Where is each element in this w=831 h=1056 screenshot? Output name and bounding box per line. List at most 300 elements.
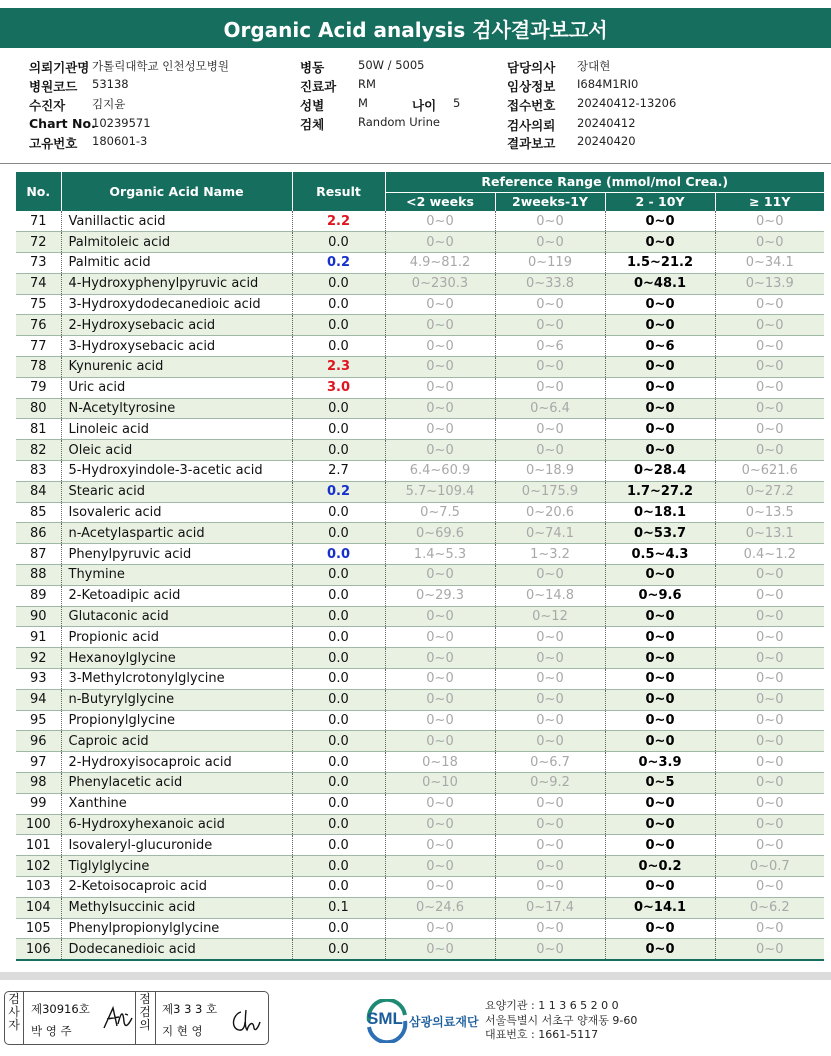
range-child: 0.5~4.3 — [605, 544, 715, 565]
range-neonate: 0~0 — [385, 731, 495, 752]
row-no: 97 — [16, 752, 61, 773]
acid-name: 2-Hydroxysebacic acid — [61, 315, 292, 336]
acid-name: Thymine — [61, 565, 292, 586]
range-adolescent: 0~13.9 — [715, 273, 824, 294]
result-text: 0.0 — [328, 588, 349, 604]
table-row — [16, 856, 824, 877]
range-adolescent: 0~0 — [715, 232, 824, 253]
range-infant: 0~0 — [495, 377, 605, 398]
table-row — [16, 752, 824, 773]
results-table — [16, 172, 824, 961]
result-value — [292, 731, 385, 752]
range-adolescent: 0~621.6 — [715, 461, 824, 482]
result-value — [292, 793, 385, 814]
acid-name: Stearic acid — [61, 481, 292, 502]
range-infant: 0~0 — [495, 710, 605, 731]
range-adolescent: 0~0 — [715, 835, 824, 856]
range-infant: 0~0 — [495, 918, 605, 939]
range-adolescent: 0~0 — [715, 689, 824, 710]
range-infant: 0~6 — [495, 336, 605, 357]
range-adolescent: 0~13.5 — [715, 502, 824, 523]
ward-value: 50W / 5005 — [358, 58, 425, 72]
range-neonate: 0~230.3 — [385, 273, 495, 294]
unique-no-label: 고유번호 — [29, 136, 78, 151]
range-neonate: 6.4~60.9 — [385, 461, 495, 482]
row-no: 99 — [16, 793, 61, 814]
range-child: 0~5 — [605, 773, 715, 794]
range-adolescent: 0~0 — [715, 918, 824, 939]
range-child: 0~0 — [605, 377, 715, 398]
range-infant: 0~0 — [495, 211, 605, 232]
range-adolescent: 0.4~1.2 — [715, 544, 824, 565]
header-range-adolescent: ≥ 11Y — [715, 192, 824, 211]
row-no: 71 — [16, 211, 61, 232]
range-neonate: 0~0 — [385, 689, 495, 710]
sex-label: 성별 — [300, 98, 325, 113]
acid-name: n-Butyrylglycine — [61, 689, 292, 710]
result-value — [292, 523, 385, 544]
acid-name: Propionylglycine — [61, 710, 292, 731]
acid-name: Vanillactic acid — [61, 211, 292, 232]
row-no: 89 — [16, 585, 61, 606]
clinical-info-label: 임상정보 — [507, 79, 556, 94]
result-value — [292, 232, 385, 253]
range-infant: 0~0 — [495, 232, 605, 253]
signature-box — [4, 991, 269, 1045]
range-infant: 0~0 — [495, 856, 605, 877]
result-text: 0.0 — [328, 609, 349, 625]
range-neonate: 0~0 — [385, 648, 495, 669]
range-adolescent: 0~0 — [715, 294, 824, 315]
result-text: 0.0 — [328, 276, 349, 292]
range-child: 0~0 — [605, 710, 715, 731]
acid-name: 2-Ketoisocaproic acid — [61, 877, 292, 898]
range-infant: 0~0 — [495, 939, 605, 960]
range-infant: 0~0 — [495, 731, 605, 752]
result-value — [292, 606, 385, 627]
range-infant: 0~33.8 — [495, 273, 605, 294]
logo-text: SML — [367, 1009, 403, 1028]
org-info — [485, 999, 637, 1043]
row-no: 104 — [16, 897, 61, 918]
range-adolescent: 0~0 — [715, 648, 824, 669]
table-row — [16, 793, 824, 814]
report-date-label: 결과보고 — [507, 136, 556, 151]
sex-value: M — [358, 96, 368, 110]
result-value — [292, 918, 385, 939]
table-row — [16, 336, 824, 357]
ordering-institution-label: 의뢰기관명 — [29, 60, 90, 75]
table-row — [16, 565, 824, 586]
result-text: 0.0 — [326, 546, 351, 562]
result-value — [292, 253, 385, 274]
result-value — [292, 357, 385, 378]
sig-divider — [23, 992, 24, 1044]
table-row — [16, 523, 824, 544]
range-child: 0~48.1 — [605, 273, 715, 294]
range-infant: 0~6.7 — [495, 752, 605, 773]
result-text: 0.2 — [326, 255, 351, 271]
range-neonate: 0~0 — [385, 627, 495, 648]
range-child: 0~0 — [605, 627, 715, 648]
range-child: 0~9.6 — [605, 585, 715, 606]
acid-name: Kynurenic acid — [61, 357, 292, 378]
table-row — [16, 211, 824, 232]
result-value — [292, 377, 385, 398]
row-no: 92 — [16, 648, 61, 669]
table-row — [16, 377, 824, 398]
result-text: 0.0 — [328, 401, 349, 417]
range-neonate: 0~18 — [385, 752, 495, 773]
receipt-no-label: 접수번호 — [507, 98, 556, 113]
table-row — [16, 689, 824, 710]
result-text: 0.0 — [328, 796, 349, 812]
range-infant: 0~17.4 — [495, 897, 605, 918]
range-neonate: 0~0 — [385, 315, 495, 336]
chart-no-label: Chart No. — [29, 116, 96, 131]
table-row — [16, 294, 824, 315]
result-value — [292, 710, 385, 731]
table-row — [16, 544, 824, 565]
acid-name: 3-Hydroxysebacic acid — [61, 336, 292, 357]
range-neonate: 0~0 — [385, 357, 495, 378]
row-no: 98 — [16, 773, 61, 794]
result-value — [292, 565, 385, 586]
range-child: 0~0 — [605, 814, 715, 835]
row-no: 100 — [16, 814, 61, 835]
result-text: 0.0 — [328, 442, 349, 458]
range-adolescent: 0~0 — [715, 731, 824, 752]
range-infant: 0~0 — [495, 835, 605, 856]
physician-label: 담당의사 — [507, 60, 556, 75]
range-neonate: 0~0 — [385, 793, 495, 814]
range-child: 0~6 — [605, 336, 715, 357]
range-neonate: 0~0 — [385, 918, 495, 939]
result-value — [292, 773, 385, 794]
range-child: 0~0 — [605, 606, 715, 627]
range-child: 0~0 — [605, 419, 715, 440]
result-value — [292, 502, 385, 523]
range-adolescent: 0~0 — [715, 814, 824, 835]
range-infant: 0~0 — [495, 793, 605, 814]
range-neonate: 0~10 — [385, 773, 495, 794]
range-child: 0~0 — [605, 731, 715, 752]
report-date-value: 20240420 — [577, 134, 636, 148]
result-text: 0.0 — [328, 941, 349, 957]
row-no: 91 — [16, 627, 61, 648]
patient-value: 김지윤 — [92, 97, 126, 111]
result-value — [292, 398, 385, 419]
result-text: 0.0 — [328, 713, 349, 729]
result-text: 0.0 — [328, 629, 349, 645]
result-text: 0.0 — [328, 567, 349, 583]
result-text: 0.2 — [326, 484, 351, 500]
range-child: 0~0 — [605, 918, 715, 939]
range-adolescent: 0~34.1 — [715, 253, 824, 274]
acid-name: Phenylpropionylglycine — [61, 918, 292, 939]
range-child: 0~53.7 — [605, 523, 715, 544]
range-child: 0~0 — [605, 877, 715, 898]
result-value — [292, 689, 385, 710]
range-infant: 0~175.9 — [495, 481, 605, 502]
result-text: 0.0 — [328, 817, 349, 832]
range-adolescent: 0~0 — [715, 211, 824, 232]
age-label: 나이 — [412, 98, 437, 113]
hospital-code-value: 53138 — [92, 77, 129, 91]
range-child: 0~0 — [605, 793, 715, 814]
range-child: 0~0 — [605, 440, 715, 461]
result-value — [292, 419, 385, 440]
range-neonate: 0~0 — [385, 606, 495, 627]
result-value — [292, 939, 385, 960]
result-value — [292, 481, 385, 502]
row-no: 105 — [16, 918, 61, 939]
table-row — [16, 710, 824, 731]
result-text: 0.0 — [328, 671, 349, 687]
org-address: 서울특별시 서초구 양재동 9-60 — [485, 1013, 638, 1027]
acid-name: Isovaleryl-glucuronide — [61, 835, 292, 856]
row-no: 82 — [16, 440, 61, 461]
range-infant: 0~0 — [495, 648, 605, 669]
row-no: 81 — [16, 419, 61, 440]
table-row — [16, 773, 824, 794]
row-no: 87 — [16, 544, 61, 565]
department-label: 진료과 — [300, 79, 337, 94]
range-child: 0~0 — [605, 689, 715, 710]
acid-name: Hexanoylglycine — [61, 648, 292, 669]
range-child: 0~0.2 — [605, 856, 715, 877]
header-divider — [0, 163, 831, 164]
acid-name: 2-Ketoadipic acid — [61, 585, 292, 606]
table-row — [16, 253, 824, 274]
range-neonate: 0~0 — [385, 814, 495, 835]
result-value — [292, 294, 385, 315]
range-adolescent: 0~0 — [715, 877, 824, 898]
range-neonate: 0~0 — [385, 856, 495, 877]
department-value: RM — [358, 77, 376, 91]
table-row — [16, 606, 824, 627]
table-row — [16, 835, 824, 856]
row-no: 79 — [16, 377, 61, 398]
result-value — [292, 461, 385, 482]
range-neonate: 0~0 — [385, 398, 495, 419]
range-infant: 0~0 — [495, 565, 605, 586]
examiner-name: 박 영 주 — [31, 1024, 72, 1038]
range-child: 0~0 — [605, 357, 715, 378]
org-name: 삼광의료재단 — [409, 1015, 479, 1029]
result-text: 0.0 — [328, 754, 349, 770]
range-adolescent: 0~0 — [715, 419, 824, 440]
row-no: 102 — [16, 856, 61, 877]
result-value — [292, 627, 385, 648]
range-child: 1.5~21.2 — [605, 253, 715, 274]
result-value — [292, 856, 385, 877]
row-no: 73 — [16, 253, 61, 274]
table-row — [16, 481, 824, 502]
acid-name: N-Acetyltyrosine — [61, 398, 292, 419]
acid-name: Glutaconic acid — [61, 606, 292, 627]
range-adolescent: 0~0 — [715, 357, 824, 378]
range-adolescent: 0~0 — [715, 565, 824, 586]
range-infant: 0~20.6 — [495, 502, 605, 523]
result-text: 0.0 — [328, 692, 349, 708]
range-child: 0~0 — [605, 294, 715, 315]
range-adolescent: 0~0 — [715, 606, 824, 627]
range-neonate: 0~0 — [385, 294, 495, 315]
table-row — [16, 440, 824, 461]
range-neonate: 0~0 — [385, 336, 495, 357]
range-infant: 0~18.9 — [495, 461, 605, 482]
table-row — [16, 585, 824, 606]
range-neonate: 0~0 — [385, 440, 495, 461]
result-value — [292, 440, 385, 461]
acid-name: 6-Hydroxyhexanoic acid — [61, 814, 292, 835]
table-row — [16, 877, 824, 898]
range-infant: 0~0 — [495, 294, 605, 315]
range-adolescent: 0~0 — [715, 752, 824, 773]
acid-name: Oleic acid — [61, 440, 292, 461]
range-infant: 0~0 — [495, 689, 605, 710]
range-neonate: 0~0 — [385, 669, 495, 690]
acid-name: Phenylpyruvic acid — [61, 544, 292, 565]
row-no: 80 — [16, 398, 61, 419]
result-text: 0.0 — [328, 421, 349, 437]
range-neonate: 0~7.5 — [385, 502, 495, 523]
range-child: 0~14.1 — [605, 897, 715, 918]
table-row — [16, 731, 824, 752]
range-infant: 0~0 — [495, 315, 605, 336]
age-value: 5 — [453, 96, 461, 110]
range-infant: 1~3.2 — [495, 544, 605, 565]
org-phone: 대표번호 : 1661-5117 — [485, 1028, 599, 1041]
row-no: 93 — [16, 669, 61, 690]
range-adolescent: 0~0.7 — [715, 856, 824, 877]
acid-name: Tiglylglycine — [61, 856, 292, 877]
range-infant: 0~0 — [495, 440, 605, 461]
care-institution-no: 요양기관 : 1 1 3 6 5 2 0 0 — [485, 999, 619, 1012]
result-text: 2.2 — [326, 213, 351, 229]
request-date-label: 검사의뢰 — [507, 118, 556, 133]
range-adolescent: 0~0 — [715, 315, 824, 336]
range-adolescent: 0~0 — [715, 669, 824, 690]
specimen-value: Random Urine — [358, 115, 440, 129]
range-adolescent: 0~0 — [715, 710, 824, 731]
acid-name: Xanthine — [61, 793, 292, 814]
acid-name: Caproic acid — [61, 731, 292, 752]
range-child: 0~28.4 — [605, 461, 715, 482]
row-no: 96 — [16, 731, 61, 752]
range-neonate: 0~24.6 — [385, 897, 495, 918]
row-no: 75 — [16, 294, 61, 315]
range-neonate: 0~0 — [385, 835, 495, 856]
range-neonate: 0~0 — [385, 710, 495, 731]
result-text: 0.0 — [328, 338, 349, 354]
acid-name: 2-Hydroxyisocaproic acid — [61, 752, 292, 773]
table-row — [16, 897, 824, 918]
patient-info — [0, 52, 831, 160]
range-adolescent: 0~0 — [715, 398, 824, 419]
range-infant: 0~0 — [495, 419, 605, 440]
result-value — [292, 814, 385, 835]
range-child: 0~0 — [605, 315, 715, 336]
result-text: 0.0 — [328, 297, 349, 313]
row-no: 86 — [16, 523, 61, 544]
table-row — [16, 814, 824, 835]
row-no: 78 — [16, 357, 61, 378]
result-text: 0.0 — [328, 837, 349, 853]
range-child: 0~0 — [605, 565, 715, 586]
specimen-label: 검체 — [300, 117, 325, 132]
header-range-child: 2 - 10Y — [605, 192, 715, 211]
acid-name: Dodecanedioic acid — [61, 939, 292, 960]
sig-divider — [155, 992, 156, 1044]
header-no: No. — [16, 172, 61, 211]
range-child: 0~0 — [605, 939, 715, 960]
range-infant: 0~0 — [495, 669, 605, 690]
table-row — [16, 315, 824, 336]
range-adolescent: 0~0 — [715, 939, 824, 960]
acid-name: Palmitic acid — [61, 253, 292, 274]
table-row — [16, 419, 824, 440]
header-result: Result — [292, 172, 385, 211]
result-text: 2.7 — [328, 463, 349, 479]
range-infant: 0~0 — [495, 877, 605, 898]
range-infant: 0~119 — [495, 253, 605, 274]
result-value — [292, 877, 385, 898]
result-value — [292, 669, 385, 690]
result-text: 0.0 — [328, 733, 349, 749]
row-no: 76 — [16, 315, 61, 336]
range-neonate: 0~69.6 — [385, 523, 495, 544]
range-adolescent: 0~0 — [715, 793, 824, 814]
header-reference: Reference Range (mmol/mol Crea.) — [385, 172, 824, 192]
unique-no-value: 180601-3 — [92, 134, 148, 148]
range-neonate: 1.4~5.3 — [385, 544, 495, 565]
row-no: 85 — [16, 502, 61, 523]
range-neonate: 0~0 — [385, 232, 495, 253]
range-infant: 0~0 — [495, 814, 605, 835]
range-infant: 0~6.4 — [495, 398, 605, 419]
range-child: 0~0 — [605, 835, 715, 856]
table-row — [16, 648, 824, 669]
row-no: 101 — [16, 835, 61, 856]
acid-name: Phenylacetic acid — [61, 773, 292, 794]
range-adolescent: 0~0 — [715, 773, 824, 794]
result-text: 0.0 — [328, 505, 349, 521]
row-no: 106 — [16, 939, 61, 960]
result-value — [292, 648, 385, 669]
range-child: 0~0 — [605, 232, 715, 253]
row-no: 90 — [16, 606, 61, 627]
acid-name: Uric acid — [61, 377, 292, 398]
receipt-no-value: 20240412-13206 — [577, 96, 677, 110]
row-no: 74 — [16, 273, 61, 294]
range-adolescent: 0~0 — [715, 336, 824, 357]
result-text: 0.0 — [328, 234, 349, 250]
range-adolescent: 0~27.2 — [715, 481, 824, 502]
result-value — [292, 897, 385, 918]
examiner-role-label: 검사자 — [8, 992, 20, 1032]
header-name: Organic Acid Name — [61, 172, 292, 211]
acid-name: n-Acetylaspartic acid — [61, 523, 292, 544]
range-adolescent: 0~0 — [715, 440, 824, 461]
request-date-value: 20240412 — [577, 116, 636, 130]
table-row — [16, 939, 824, 960]
range-infant: 0~14.8 — [495, 585, 605, 606]
range-infant: 0~0 — [495, 627, 605, 648]
acid-name: Linoleic acid — [61, 419, 292, 440]
report-title: Organic Acid analysis 검사결과보고서 — [0, 8, 831, 48]
